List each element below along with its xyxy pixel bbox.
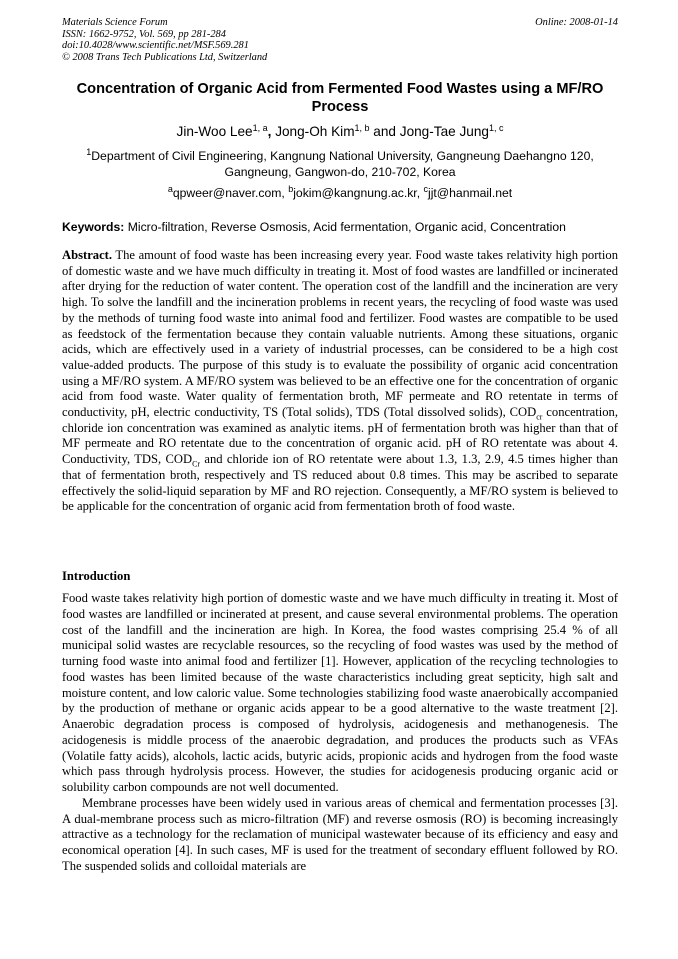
email-mark: a <box>167 184 173 195</box>
author-separator: and <box>369 124 400 139</box>
journal-doi: doi:10.4028/www.scientific.net/MSF.569.281 <box>62 40 249 52</box>
introduction-body <box>62 591 618 875</box>
journal-header <box>62 17 618 63</box>
journal-name: Materials Science Forum <box>62 17 168 28</box>
author-mark: 1, a <box>252 123 268 134</box>
author-name: Jin-Woo Lee <box>176 124 253 139</box>
journal-copyright: © 2008 Trans Tech Publications Ltd, Switzerland <box>62 51 268 63</box>
author-mark: 1, c <box>488 123 504 134</box>
paragraph: Food waste takes relativity high portion of domestic waste and we have much difficulty in treating it. Most of food wastes are landfilled or incinerated at present, and cause several environmental problems. The operation cost of the landfill and the incineration are high. In Korea, the food wastes comprising 25.4 % of all municipal solid wastes are recyclable resources, so the recycling of food wastes was used by the method of turning food waste into animal food and fertilizer [1]. However, application of the recycling technologies to food wastes has been limited because of the waste characteristics including great septicity, high salt and moisture content, and low caloric value. Some technologies stabilizing food waste anaerobically accompanied by the production of methane or organic acids appear to be a good alternative to the waste treatment [2]. Anaerobic degradation process is composed of hydrolysis, acidogenesis and methanogenesis. The acidogenesis is middle process of the anaerobic degradation, and produces the products such as VFAs (Volatile fatty acids), alcohols, lactic acids, butyric acids, propionic acids and hydrogen from the food waste which pass through hydrolysis process. However, the studies for acidogenesis producing organic acid or solubility carbon compounds are not well documented. <box>62 591 618 794</box>
journal-issn: ISSN: 1662-9752, Vol. 569, pp 281-284 <box>62 28 226 40</box>
author-name: Jong-Tae Jung <box>399 124 489 139</box>
keywords-label: Keywords: <box>62 220 125 234</box>
abstract-text: The amount of food waste has been increasing every year. Food waste takes relativity high portion of domestic waste and we have much difficulty in treating it. Most of food wastes are landfilled or incinerated after drying for the reduction of water content. The operation cost of the landfill and the incineration are very high. To solve the landfill and the incineration problems in recent years, the recycling of food waste was used by the methods of turning food waste into animal food and fertilizer. Food wastes are compatible to be used as feedstock of the fermentation because they contain valuable nutrients. Among these situations, organic acids, which are effectively used in a variety of industrial processes, can be considered to be a high cost value-added products. The purpose of this study is to evaluate the possibility of organic acid concentration using a MF/RO system. A MF/RO system was believed to be an effective one for the concentration of organic acid from food waste. Water quality of fermentation broth, MF permeate and RO retentate in terms of conductivity, pH, electric conductivity, TS (Total solids), TDS (Total dissolved solids), COD <box>62 248 618 420</box>
email-separator: , <box>281 186 289 200</box>
author-mark: 1, b <box>354 123 370 134</box>
author-name: Jong-Oh Kim <box>275 124 355 139</box>
keywords-text: Micro-filtration, Reverse Osmosis, Acid fermentation, Organic acid, Concentration <box>127 220 566 234</box>
affiliation-text: Department of Civil Engineering, Kangnung National University, Gangneung Daehangno 120, Gangneung, Gangwon-do, 210-702, Korea <box>91 149 594 179</box>
keywords <box>62 220 618 235</box>
author-separator: , <box>267 124 276 139</box>
abstract-label: Abstract. <box>62 248 113 262</box>
paragraph: Membrane processes have been widely used in various areas of chemical and fermentation processes [3]. A dual-membrane process such as micro-filtration (MF) and reverse osmosis (RO) is becoming increasingly attractive as a technology for the reclamation of municipal wastewater because of its efficiency and easy and economical operation [4]. In such cases, MF is used for the treatment of secondary effluent followed by RO. The suspended solids and colloidal materials are <box>62 795 618 873</box>
paper-title: Concentration of Organic Acid from Fermented Food Wastes using a MF/RO Process <box>76 81 604 115</box>
email-mark: c <box>423 184 428 195</box>
subscript: Cr <box>192 459 201 469</box>
email-separator: , <box>416 186 424 200</box>
email-address: jjt@hanmail.net <box>427 186 513 200</box>
abstract-text: concentration, chloride ion concentration was examined as analytic items. pH of fermentation broth was higher than that of MF permeate and RO retentate due to the concentration of organic acid. pH of RO retentate was about 4. Conductivity, TDS, COD <box>62 405 618 467</box>
affiliation-mark: 1 <box>86 147 92 158</box>
section-heading: Introduction <box>62 569 131 583</box>
email-mark: b <box>288 184 294 195</box>
email-address: qpweer@naver.com <box>172 186 282 200</box>
abstract <box>62 248 618 515</box>
author-list <box>62 123 618 141</box>
online-date: Online: 2008-01-14 <box>535 17 618 28</box>
affiliation <box>62 149 618 181</box>
subscript: cr <box>536 412 543 422</box>
email-list <box>62 186 618 201</box>
abstract-text: and chloride ion of RO retentate were about 1.3, 1.3, 2.9, 4.5 times higher than that of fermentation broth, respectively and TS reduced about 0.8 times. This may be ascribed to separate effectively the solid-liquid separation by MF and RO rejection. Consequently, a MF/RO system is believed to be applicable for the concentration of organic acid from fermentation broth of food waste. <box>62 452 618 514</box>
email-address: jokim@kangnung.ac.kr <box>293 186 417 200</box>
